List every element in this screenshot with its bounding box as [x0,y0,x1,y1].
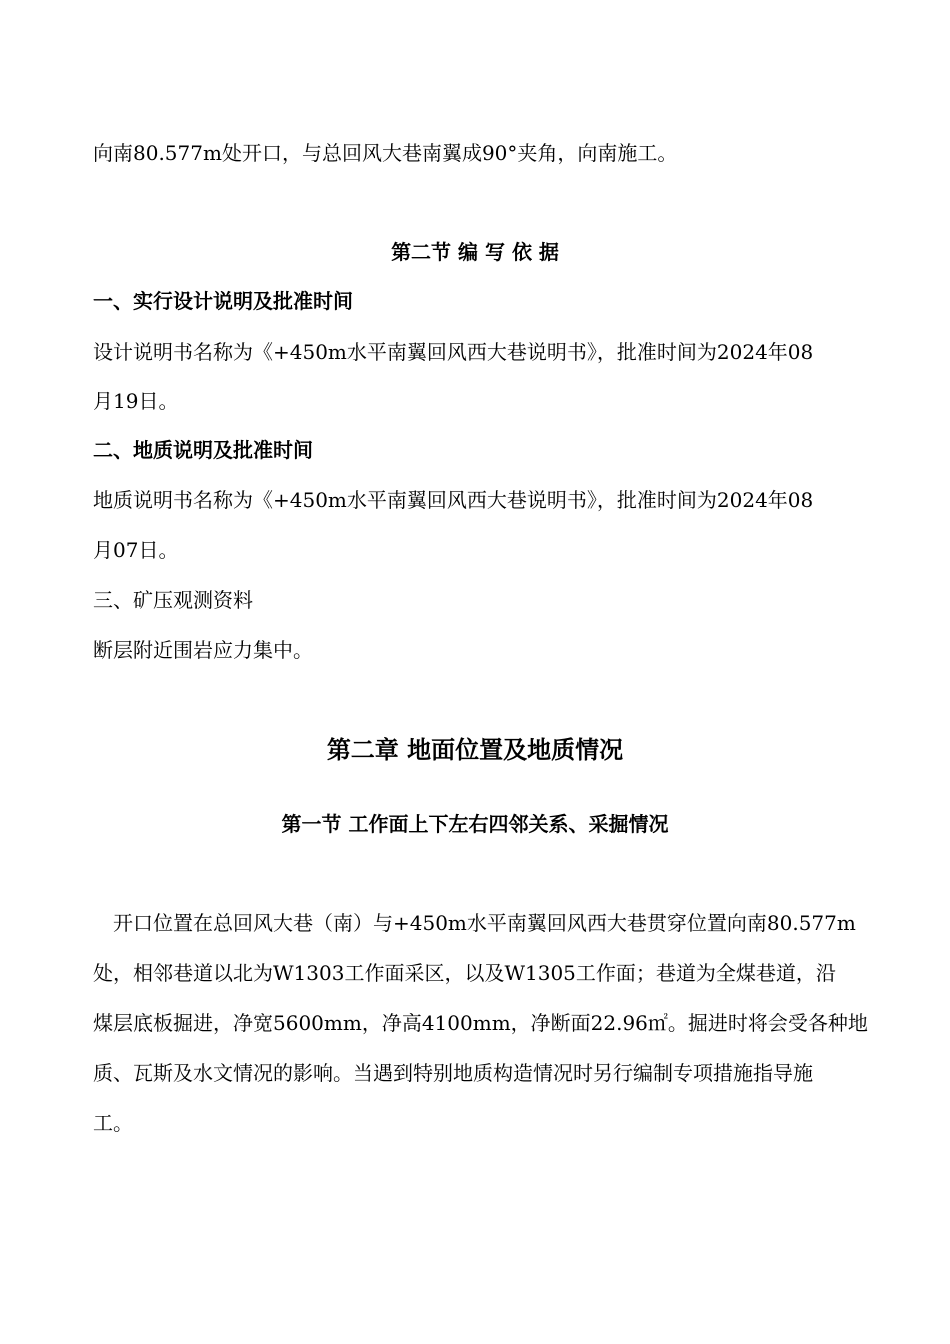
body-paragraph-line-4: 质、瓦斯及水文情况的影响。当遇到特别地质构造情况时另行编制专项措施指导施 [93,1061,813,1085]
design-text-line-1: 设计说明书名称为《+450m水平南翼回风西大巷说明书》，批准时间为2024年08 [93,340,814,364]
geology-text-line-2: 月07日。 [93,538,179,562]
geology-text-line-1: 地质说明书名称为《+450m水平南翼回风西大巷说明书》，批准时间为2024年08 [93,488,814,512]
chapter-2-title: 第二章 地面位置及地质情况 [326,736,624,764]
body-paragraph-line-2: 处，相邻巷道以北为W1303工作面采区，以及W1305工作面；巷道为全煤巷道，沿 [93,961,836,985]
heading-pressure: 三、矿压观测资料 [93,588,253,612]
intro-line: 向南80.577m处开口，与总回风大巷南翼成90°夹角，向南施工。 [93,141,678,165]
body-paragraph-line-1: 开口位置在总回风大巷（南）与+450m水平南翼回风西大巷贯穿位置向南80.577m [113,911,856,935]
body-paragraph-line-5: 工。 [93,1111,133,1135]
heading-design: 一、实行设计说明及批准时间 [93,289,353,313]
pressure-text: 断层附近围岩应力集中。 [93,638,313,662]
body-paragraph-line-3: 煤层底板掘进，净宽5600mm，净高4100mm，净断面22.96㎡。掘进时将会受各种地 [93,1011,868,1035]
heading-geology: 二、地质说明及批准时间 [93,438,313,462]
section-1-title: 第一节 工作面上下左右四邻关系、采掘情况 [281,812,669,836]
design-text-line-2: 月19日。 [93,389,179,413]
section-2-title: 第二节 编 写 依 据 [391,240,559,264]
